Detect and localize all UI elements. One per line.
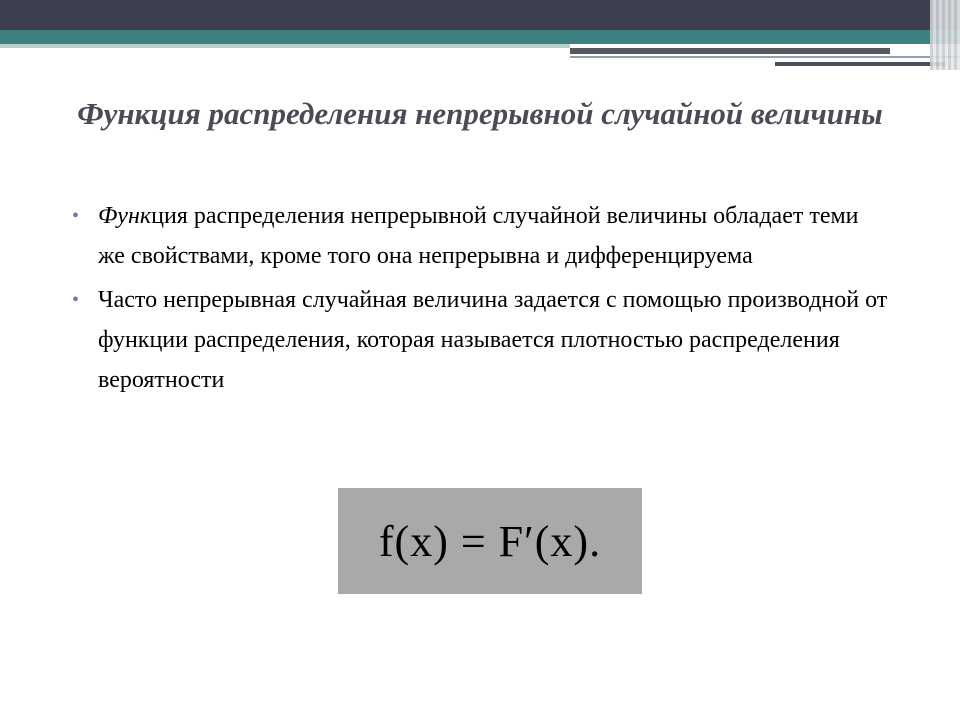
formula-image (338, 488, 642, 594)
header-band-accent (0, 44, 570, 48)
bullet-lead-text: Функ (98, 203, 152, 229)
bullet-text: ция распределения непрерывной случайной величины обладает теми же свойствами, кроме того она непрерывна и дифференцируема (98, 203, 859, 269)
bullet-dot-icon: • (72, 205, 80, 227)
header-band-teal (0, 30, 960, 44)
header-rule-2 (570, 56, 960, 58)
header-rule-1 (570, 48, 890, 54)
header-band-dark (0, 0, 960, 30)
bullet-dot-icon: • (72, 289, 80, 311)
slide-title: Функция распределения непрерывной случайной величины (77, 96, 883, 131)
formula-text: f(x) = F′(x). (378, 516, 602, 566)
header-rule-3 (775, 62, 945, 66)
bullet-list (70, 196, 890, 404)
header-stripes (930, 0, 960, 70)
bullet-item (70, 196, 890, 276)
bullet-text: Часто непрерывная случайная величина задается с помощью производной от функции распределения, которая называется плотностью распределения вероятности (98, 287, 888, 393)
bullet-item (70, 280, 890, 400)
